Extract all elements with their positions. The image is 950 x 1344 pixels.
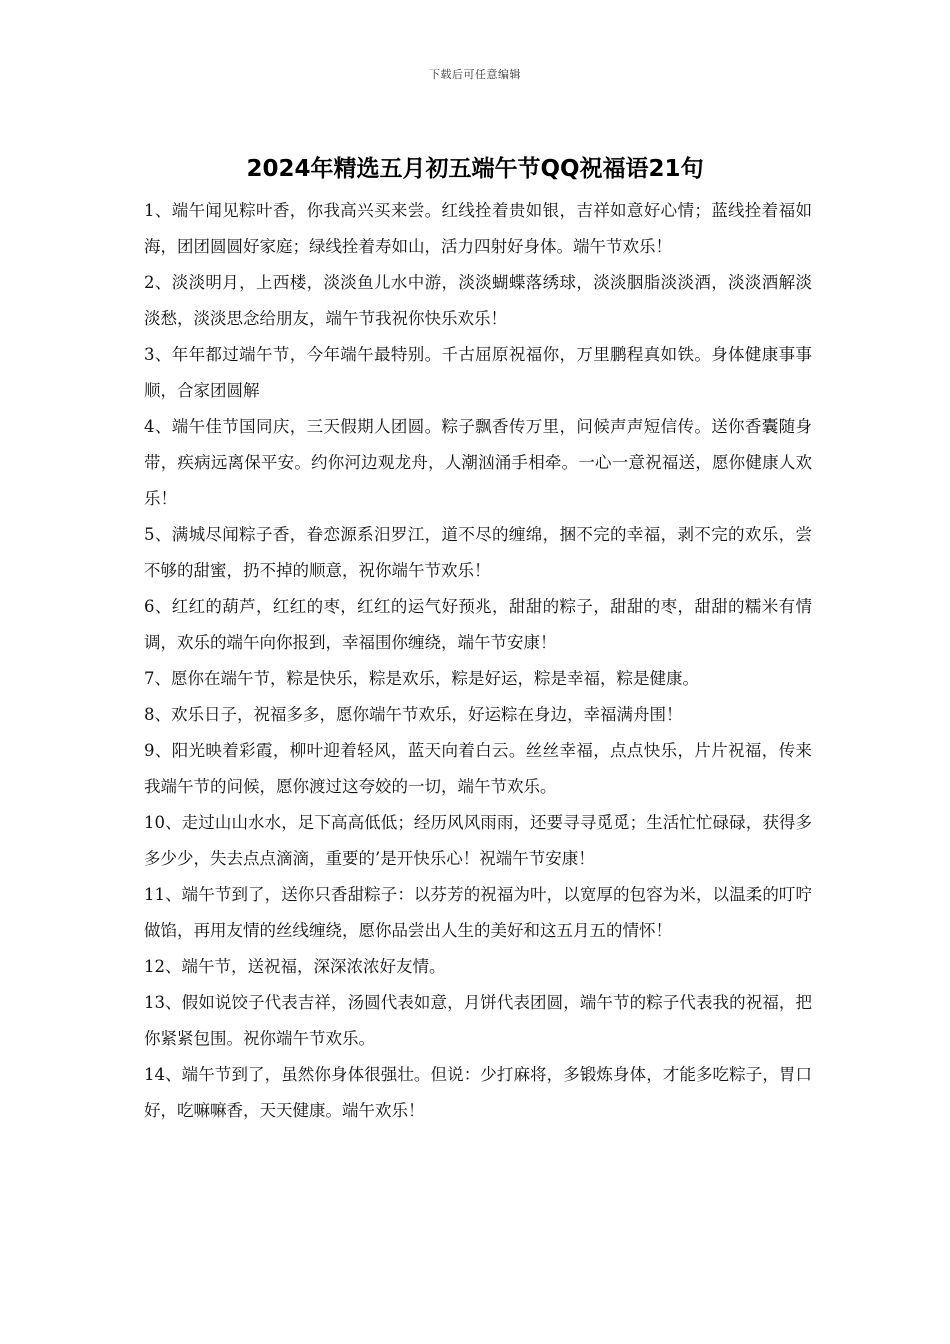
paragraph-5: 5、满城尽闻粽子香，眷恋源系汨罗江，道不尽的缠绵，捆不完的幸福，剥不完的欢乐，尝不够的甜蜜，扔不掉的顺意，祝你端午节欢乐！ — [144, 525, 812, 580]
document-body — [144, 193, 812, 1129]
paragraph-14: 14、端午节到了，虽然你身体很强壮。但说：少打麻将，多锻炼身体，才能多吃粽子，胃口好，吃嘛嘛香，天天健康。端午欢乐！ — [144, 1065, 812, 1120]
paragraph-9: 9、阳光映着彩霞，柳叶迎着轻风，蓝天向着白云。丝丝幸福，点点快乐，片片祝福，传来我端午节的问候，愿你渡过这夸姣的一切，端午节欢乐。 — [144, 741, 812, 796]
paragraph-8: 8、欢乐日子，祝福多多，愿你端午节欢乐，好运粽在身边，幸福满舟围！ — [144, 705, 683, 724]
paragraph-11: 11、端午节到了，送你只香甜粽子：以芬芳的祝福为叶，以宽厚的包容为米，以温柔的叮咛做馅，再用友情的丝线缠绕，愿你品尝出人生的美好和这五月五的情怀！ — [144, 885, 812, 940]
paragraph-3: 3、年年都过端午节，今年端午最特别。千古屈原祝福你，万里鹏程真如铁。身体健康事事顺，合家团圆解 — [144, 345, 812, 400]
paragraph-10: 10、走过山山水水，足下高高低低；经历风风雨雨，还要寻寻觅觅；生活忙忙碌碌，获得多多少少，失去点点滴滴，重要的’是开快乐心！祝端午节安康！ — [144, 813, 812, 868]
paragraph-13: 13、假如说饺子代表吉祥，汤圆代表如意，月饼代表团圆，端午节的粽子代表我的祝福，把你紧紧包围。祝你端午节欢乐。 — [144, 993, 812, 1048]
paragraph-12: 12、端午节，送祝福，深深浓浓好友情。 — [144, 957, 446, 976]
paragraph-6: 6、红红的葫芦，红红的枣，红红的运气好预兆，甜甜的粽子，甜甜的枣，甜甜的糯米有情调，欢乐的端午向你报到，幸福围你缠绕，端午节安康！ — [144, 597, 812, 652]
paragraph-1: 1、端午闻见粽叶香，你我高兴买来尝。红线拴着贵如银，吉祥如意好心情；蓝线拴着福如海，团团圆圆好家庭；绿线拴着寿如山，活力四射好身体。端午节欢乐！ — [144, 201, 812, 256]
document-title: 2024年精选五月初五端午节QQ祝福语21句 — [246, 156, 704, 182]
paragraph-7: 7、愿你在端午节，粽是快乐，粽是欢乐，粽是好运，粽是幸福，粽是健康。 — [144, 669, 699, 688]
paragraph-2: 2、淡淡明月，上西楼，淡淡鱼儿水中游，淡淡蝴蝶落绣球，淡淡胭脂淡淡酒，淡淡酒解淡淡愁，淡淡思念给朋友，端午节我祝你快乐欢乐！ — [144, 273, 812, 328]
paragraph-4: 4、端午佳节国同庆，三天假期人团圆。粽子飘香传万里，问候声声短信传。送你香囊随身带，疾病远离保平安。约你河边观龙舟，人潮汹涌手相牵。一心一意祝福送，愿你健康人欢乐！ — [144, 417, 812, 508]
header-note: 下载后可任意编辑 — [429, 68, 521, 81]
